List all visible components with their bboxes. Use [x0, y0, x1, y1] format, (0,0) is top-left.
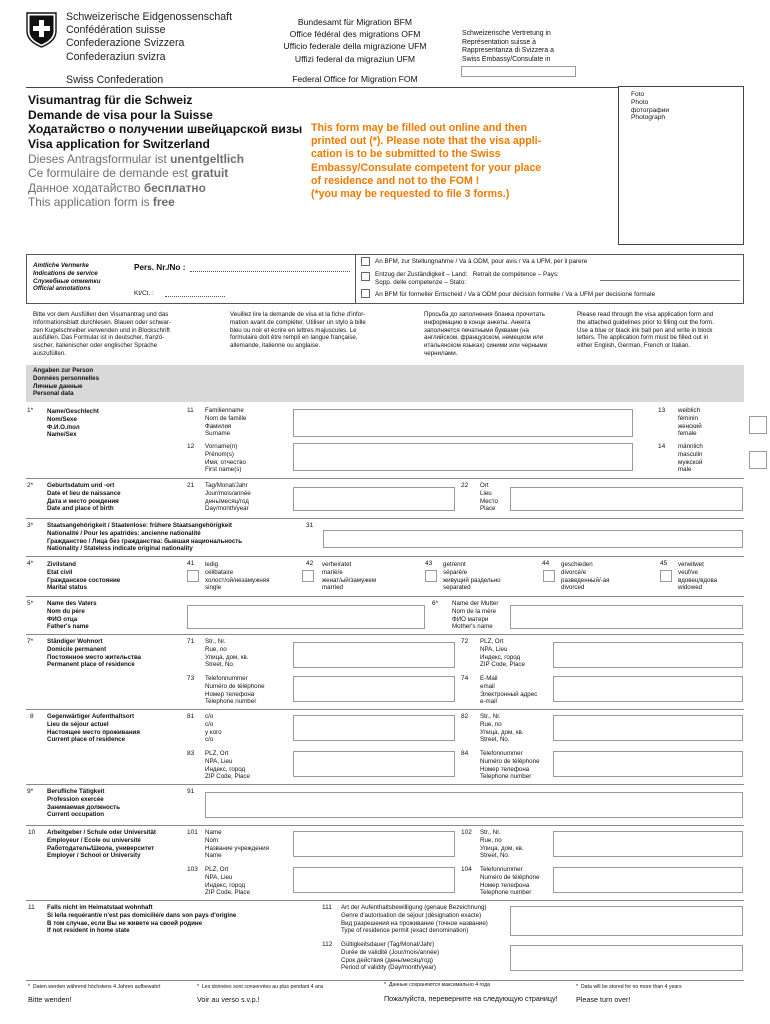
personal-data-header: Angaben zur Person Données personnelles Личные данные Personal data [33, 367, 100, 398]
official-label-line: Indications de service [33, 269, 98, 277]
turn-over-fr: Voir au verso s.v.p.! [197, 995, 260, 1004]
field-number: 82 [461, 713, 469, 720]
field-number: 13 [658, 407, 666, 414]
field-number: 83 [187, 750, 195, 757]
confederation-names [66, 11, 232, 64]
office-names [270, 16, 440, 65]
father-name-label: Name des Vaters Nom du père ФИО отца Father's name [47, 600, 97, 631]
title-line: Demande de visa pour la Suisse [28, 107, 213, 122]
marital-widowed-checkbox[interactable] [660, 570, 672, 582]
perm-street-label: Str., Nr. Rue, no Улица, дом, кв. Street, No. [205, 638, 249, 669]
title-line: Visumantrag für die Schweiz [28, 93, 193, 107]
birth-label: Geburtsdatum und -ort Date et lieu de naissance Дата и место рождения Date and place of birth [47, 482, 121, 513]
marital-separated-checkbox[interactable] [425, 570, 437, 582]
field-number: 14 [658, 443, 666, 450]
birth-place-field[interactable] [510, 487, 743, 511]
employer-label: Arbeitgeber / Schule oder Universität Employeur / Ecole ou université Работодатель/Школа, университет Employer / School or University [47, 829, 156, 860]
section-number: 3* [27, 522, 34, 529]
title-line: Ходатайство о получении швейцарской визы [28, 122, 303, 137]
photo-label: фотографии [631, 106, 670, 114]
field-number: 84 [461, 750, 469, 757]
confed-line: Confederazione Svizzera [66, 37, 185, 50]
notice-line: This form may be filled out online and then [311, 122, 528, 134]
first-name-label: Vorname(n) Prénom(s) Имя, отчество First name(s) [205, 443, 246, 474]
residence-permit-field[interactable] [510, 906, 743, 936]
perm-email-field[interactable] [553, 676, 743, 702]
male-label: männlich masculin мужской male [678, 443, 703, 474]
marital-married-checkbox[interactable] [302, 570, 314, 582]
current-phone-label: Telefonnummer Numéro de téléphone Номер телефона Telephone number [480, 750, 540, 781]
father-name-field[interactable] [187, 605, 425, 629]
marital-divorced-checkbox[interactable] [543, 570, 555, 582]
perm-email-label: E-Mail email Электронный адрес e-mail [480, 675, 538, 706]
title-line: Visa application for Switzerland [28, 136, 210, 151]
free-line: Dieses Antragsformular ist unentgeltlich [28, 152, 245, 166]
photo-label: Photograph [631, 114, 666, 122]
mother-name-label: Name der Mutter Nom de la mère ФИО матери Mother's name [452, 600, 499, 631]
field-number: 73 [187, 675, 195, 682]
turn-over-ru: Пожалуйста, переверните на следующую страницу! [384, 994, 558, 1003]
check-formal-decision[interactable] [361, 289, 370, 298]
footnote-en: * Data will be stored for no more than 4 years [576, 984, 682, 990]
free-line: This application form is free [28, 194, 175, 209]
representation-field[interactable] [461, 66, 576, 77]
section-number: 6* [432, 600, 439, 607]
instructions-ru: Просьба до заполнения бланка прочитать информацию в конце анкеты. Анкета заполняется печатными буквами (на английском, французском, немецком или итальянском языках) синими или черными чернилами. [424, 311, 548, 357]
footnote-fr: * Les données sont conservées au plus pendant 4 ans [197, 984, 324, 990]
employer-street-label: Str., Nr. Rue, no Улица, дом, кв. Street, No. [480, 829, 524, 860]
check-competence-label: Entzug der Zuständigkeit – Land: Retrait de compétence – Pays: [375, 271, 559, 278]
birth-date-label: Tag/Monat/Jahr Jour/mois/année день/месяц/год Day/month/year [205, 482, 251, 513]
first-name-field[interactable] [293, 443, 633, 471]
ktct-line[interactable] [165, 296, 225, 297]
residence-permit-label: Art der Aufenthaltsbewilligung (genaue Bezeichnung) Genre d'autorisation de séjour (désignation exacte) Вид разрешения на проживание (точное название) Type of residence permit (exact denomination) [341, 904, 488, 935]
office-line: Office fédéral des migrations OFM [289, 29, 421, 40]
representation-line: Schweizerische Vertretung in [462, 30, 551, 37]
marital-widowed-label: verwitwet veuf/ve вдовец/вдова widowed [678, 561, 718, 592]
field-number: 71 [187, 638, 195, 645]
section-number: 2* [27, 482, 34, 489]
personal-data-header-bg [26, 365, 744, 402]
field-number: 103 [187, 866, 198, 873]
marital-married-label: verheiratet marié/e женат/ый/замужем married [322, 561, 377, 592]
official-label-line: Служебные отметки [33, 277, 101, 285]
pers-nr-line[interactable] [190, 271, 350, 272]
section-number: 8 [30, 713, 34, 720]
field-number: 12 [187, 443, 195, 450]
confed-line: Schweizerische Eidgenossenschaft [66, 11, 233, 23]
surname-label: Familienname Nom de famille Фамилия Surname [205, 407, 247, 438]
check-bfm-opinion[interactable] [361, 257, 370, 266]
confed-line: Confédération suisse [66, 24, 166, 37]
field-number: 44 [542, 560, 550, 567]
perm-zip-label: PLZ, Ort NPA, Lieu Индекс, город ZIP Code, Place [480, 638, 525, 669]
footnote-ru: * Данные сохраняются максимально 4 года [384, 982, 490, 988]
validity-field[interactable] [510, 945, 743, 971]
field-number: 112 [322, 941, 333, 948]
employer-phone-label: Telefonnummer Numéro de téléphone Номер телефона Telephone number [480, 866, 540, 897]
notice-line: printed out (*). Please note that the visa appli- [311, 135, 542, 148]
field-number: 81 [187, 713, 195, 720]
online-notice [311, 122, 541, 201]
section-number: 11 [28, 904, 35, 911]
photo-label: Foto [631, 91, 645, 98]
surname-field[interactable] [293, 409, 633, 437]
field-number: 21 [187, 482, 195, 489]
check-competence-label-it: Sopp. delle competenze – Stato: [375, 279, 467, 286]
ktct-label: Kt/Ct. : [134, 290, 154, 297]
current-residence-label: Gegenwärtiger Aufenthaltsort Lieu de séjour actuel Настоящее место проживания Current place of residence [47, 713, 140, 744]
pers-nr-label: Pers. Nr./No : [134, 263, 186, 272]
field-number: 72 [461, 638, 469, 645]
free-line: Ce formulaire de demande est gratuit [28, 166, 229, 181]
current-street-label: Str., Nr. Rue, no Улица, дом, кв. Street, No. [480, 713, 524, 744]
employer-zip-label: PLZ, Ort NPA, Lieu Индекс, город ZIP Code, Place [205, 866, 250, 897]
footnote-de: * Daten werden während höchstens 4 Jahren aufbewahrt [28, 984, 161, 990]
marital-status-label: Zivilstand Etat civil Гражданское состояние Marital status [47, 561, 121, 592]
validity-label: Gültigkeitsdauer (Tag/Monat/Jahr) Durée de validité (Jour/mois/année) Срок действия (день/месяц/год) Period of validity (Day/month/year) [341, 941, 440, 972]
female-label: weiblich féminin женский female [678, 407, 702, 438]
confed-line: Confederaziun svizra [66, 50, 166, 63]
form-title [28, 93, 302, 151]
perm-street-field[interactable] [293, 642, 455, 668]
male-checkbox[interactable] [749, 451, 767, 469]
check-bfm-opinion-label: An BFM, zur Stellungnahme / Va à ODM, pour avis / Va a UFM, per il parere [375, 258, 588, 265]
employer-phone-field[interactable] [553, 867, 743, 893]
field-number: 104 [461, 866, 472, 873]
section-number: 4* [27, 560, 34, 567]
turn-over-de: Bitte wenden! [28, 995, 72, 1004]
check-formal-decision-label: An BFM für formeller Entscheid / Va à ODM pour décision formelle / Va a UFM per decisione formale [375, 291, 656, 298]
photo-box[interactable] [618, 86, 744, 245]
employer-zip-field[interactable] [293, 867, 455, 893]
photo-label: Photo [631, 98, 649, 106]
current-street-field[interactable] [553, 715, 743, 741]
field-number: 41 [187, 560, 195, 567]
section-number: 5* [27, 600, 34, 607]
check-competence[interactable] [361, 272, 370, 281]
field-number: 43 [425, 560, 433, 567]
employer-name-field[interactable] [293, 831, 455, 857]
birth-place-label: Ort Lieu Место Place [480, 482, 498, 513]
office-line: Ufficio federale della migrazione UFM [283, 41, 427, 52]
field-number: 31 [306, 522, 314, 529]
current-co-field[interactable] [293, 715, 455, 741]
occupation-label: Berufliche Tätigkeit Profession exercée Занимаемая должность Current occupation [47, 788, 121, 819]
instructions-en: Please read through the visa application form and the attached guidelines prior to filling out the form. Use a blue or black ink ball pen and write in block letters. The application form must be filled out in either English, German, French or Italian. [577, 311, 714, 349]
employer-name-label: Name Nom Название учреждения Name [205, 829, 269, 860]
official-label-line: Amtliche Vermerke [33, 262, 89, 269]
perm-phone-label: Telefonnummer Numéro de téléphone Номер телефона Telephone number [205, 675, 265, 706]
notice-line: Embassy/Consulate competent for your place [311, 161, 542, 174]
turn-over-en: Please turn over! [576, 995, 631, 1004]
marital-single-label: ledig célibataire холост/ой/незамужняя single [205, 561, 270, 592]
notice-line: of residence and not to the FOM ! [311, 174, 480, 187]
office-line: Uffizi federal da migraziun UFM [294, 53, 416, 64]
representation-line: Swiss Embassy/Consulate in [462, 55, 551, 63]
employer-street-field[interactable] [553, 831, 743, 857]
swiss-cross-logo [26, 12, 57, 48]
notice-line: (*you may be requested to file 3 forms.) [311, 188, 510, 201]
nationality-label: Staatsangehörigkeit / Staatenlose: frühere Staatsangehörigkeit Nationalité / Pour les apatrides: ancienne nationalité Гражданство / Лица без гражданства: бывшая национальность Nationality / Stateless indicate original nationality [47, 522, 243, 553]
free-line: Данное ходатайство бесплатно [28, 180, 206, 195]
field-number: 22 [461, 482, 469, 489]
section-number: 9* [27, 788, 34, 795]
official-label-line: Official annotations [33, 285, 91, 293]
notice-line: cation is to be submitted to the Swiss [311, 148, 501, 161]
office-line: Bundesamt für Migration BFM [297, 17, 413, 27]
not-resident-label: Falls nicht im Heimatstaat wohnhaft Si le/la requérant/e n'est pas domicilié/e dans son pays d'origine В том случае, если Вы не живете на своей родине If not resident in home state [47, 904, 237, 935]
current-phone-field[interactable] [553, 751, 743, 777]
marital-single-checkbox[interactable] [187, 570, 199, 582]
field-number: 91 [187, 788, 195, 795]
marital-separated-label: getrennt séparé/e живущий раздельно separated [443, 561, 501, 592]
marital-divorced-label: geschieden divorcé/e разведенный/-ая divorced [561, 561, 610, 592]
current-zip-field[interactable] [293, 751, 455, 777]
swiss-confederation-label: Swiss Confederation [66, 74, 164, 86]
office-english: Federal Office for Migration FOM [292, 74, 418, 84]
country-line[interactable] [600, 280, 740, 281]
section-number: 1* [27, 407, 34, 414]
birth-date-field[interactable] [293, 487, 455, 511]
field-number: 74 [461, 675, 469, 682]
instructions-fr: Veuillez lire la demande de visa et la fiche d'infor- mation avant de compléter. Utiliser un stylo à bille bleu ou noir et écrire en lettres majuscules. Le formulaire doit être rempli en langue française, allemande, italienne ou anglaise. [230, 311, 366, 349]
representation-line: Rappresentanza di Svizzera a [462, 47, 554, 55]
representation-line: Représentation suisse à [462, 38, 536, 46]
section-number: 10 [28, 829, 36, 836]
perm-phone-field[interactable] [293, 676, 455, 702]
female-checkbox[interactable] [749, 416, 767, 434]
representation-label [462, 30, 554, 64]
nationality-field[interactable] [323, 530, 743, 548]
free-notice [28, 152, 244, 209]
occupation-field[interactable] [205, 792, 743, 818]
current-co-label: c/o c/o у кого c/o [205, 713, 222, 744]
name-sex-label: Name/Geschlecht Nom/Sexe Ф.И.О./пол Name/Sex [47, 408, 99, 439]
permanent-residence-label: Ständiger Wohnort Domicile permanent Постоянное место жительства Permanent place of residence [47, 638, 142, 669]
current-zip-label: PLZ, Ort NPA, Lieu Индекс, город ZIP Code, Place [205, 750, 250, 781]
instructions-de: Bitte vor dem Ausfüllen den Visumantrag und das Informationsblatt durchlesen. Blauen oder schwar- zen Kugelschreiber verwenden und in Blockschrift ausfüllen. Das Formular ist in deutscher, franzö- sischer, italienischer oder englischer Sprache auszufüllen. [33, 311, 171, 357]
field-number: 102 [461, 829, 472, 836]
perm-zip-field[interactable] [553, 642, 743, 668]
section-number: 7* [27, 638, 34, 645]
field-number: 101 [187, 829, 198, 836]
field-number: 111 [322, 904, 332, 911]
official-annotations-label [33, 262, 100, 293]
field-number: 45 [660, 560, 668, 567]
field-number: 42 [306, 560, 314, 567]
field-number: 11 [187, 407, 194, 414]
mother-name-field[interactable] [510, 605, 743, 629]
